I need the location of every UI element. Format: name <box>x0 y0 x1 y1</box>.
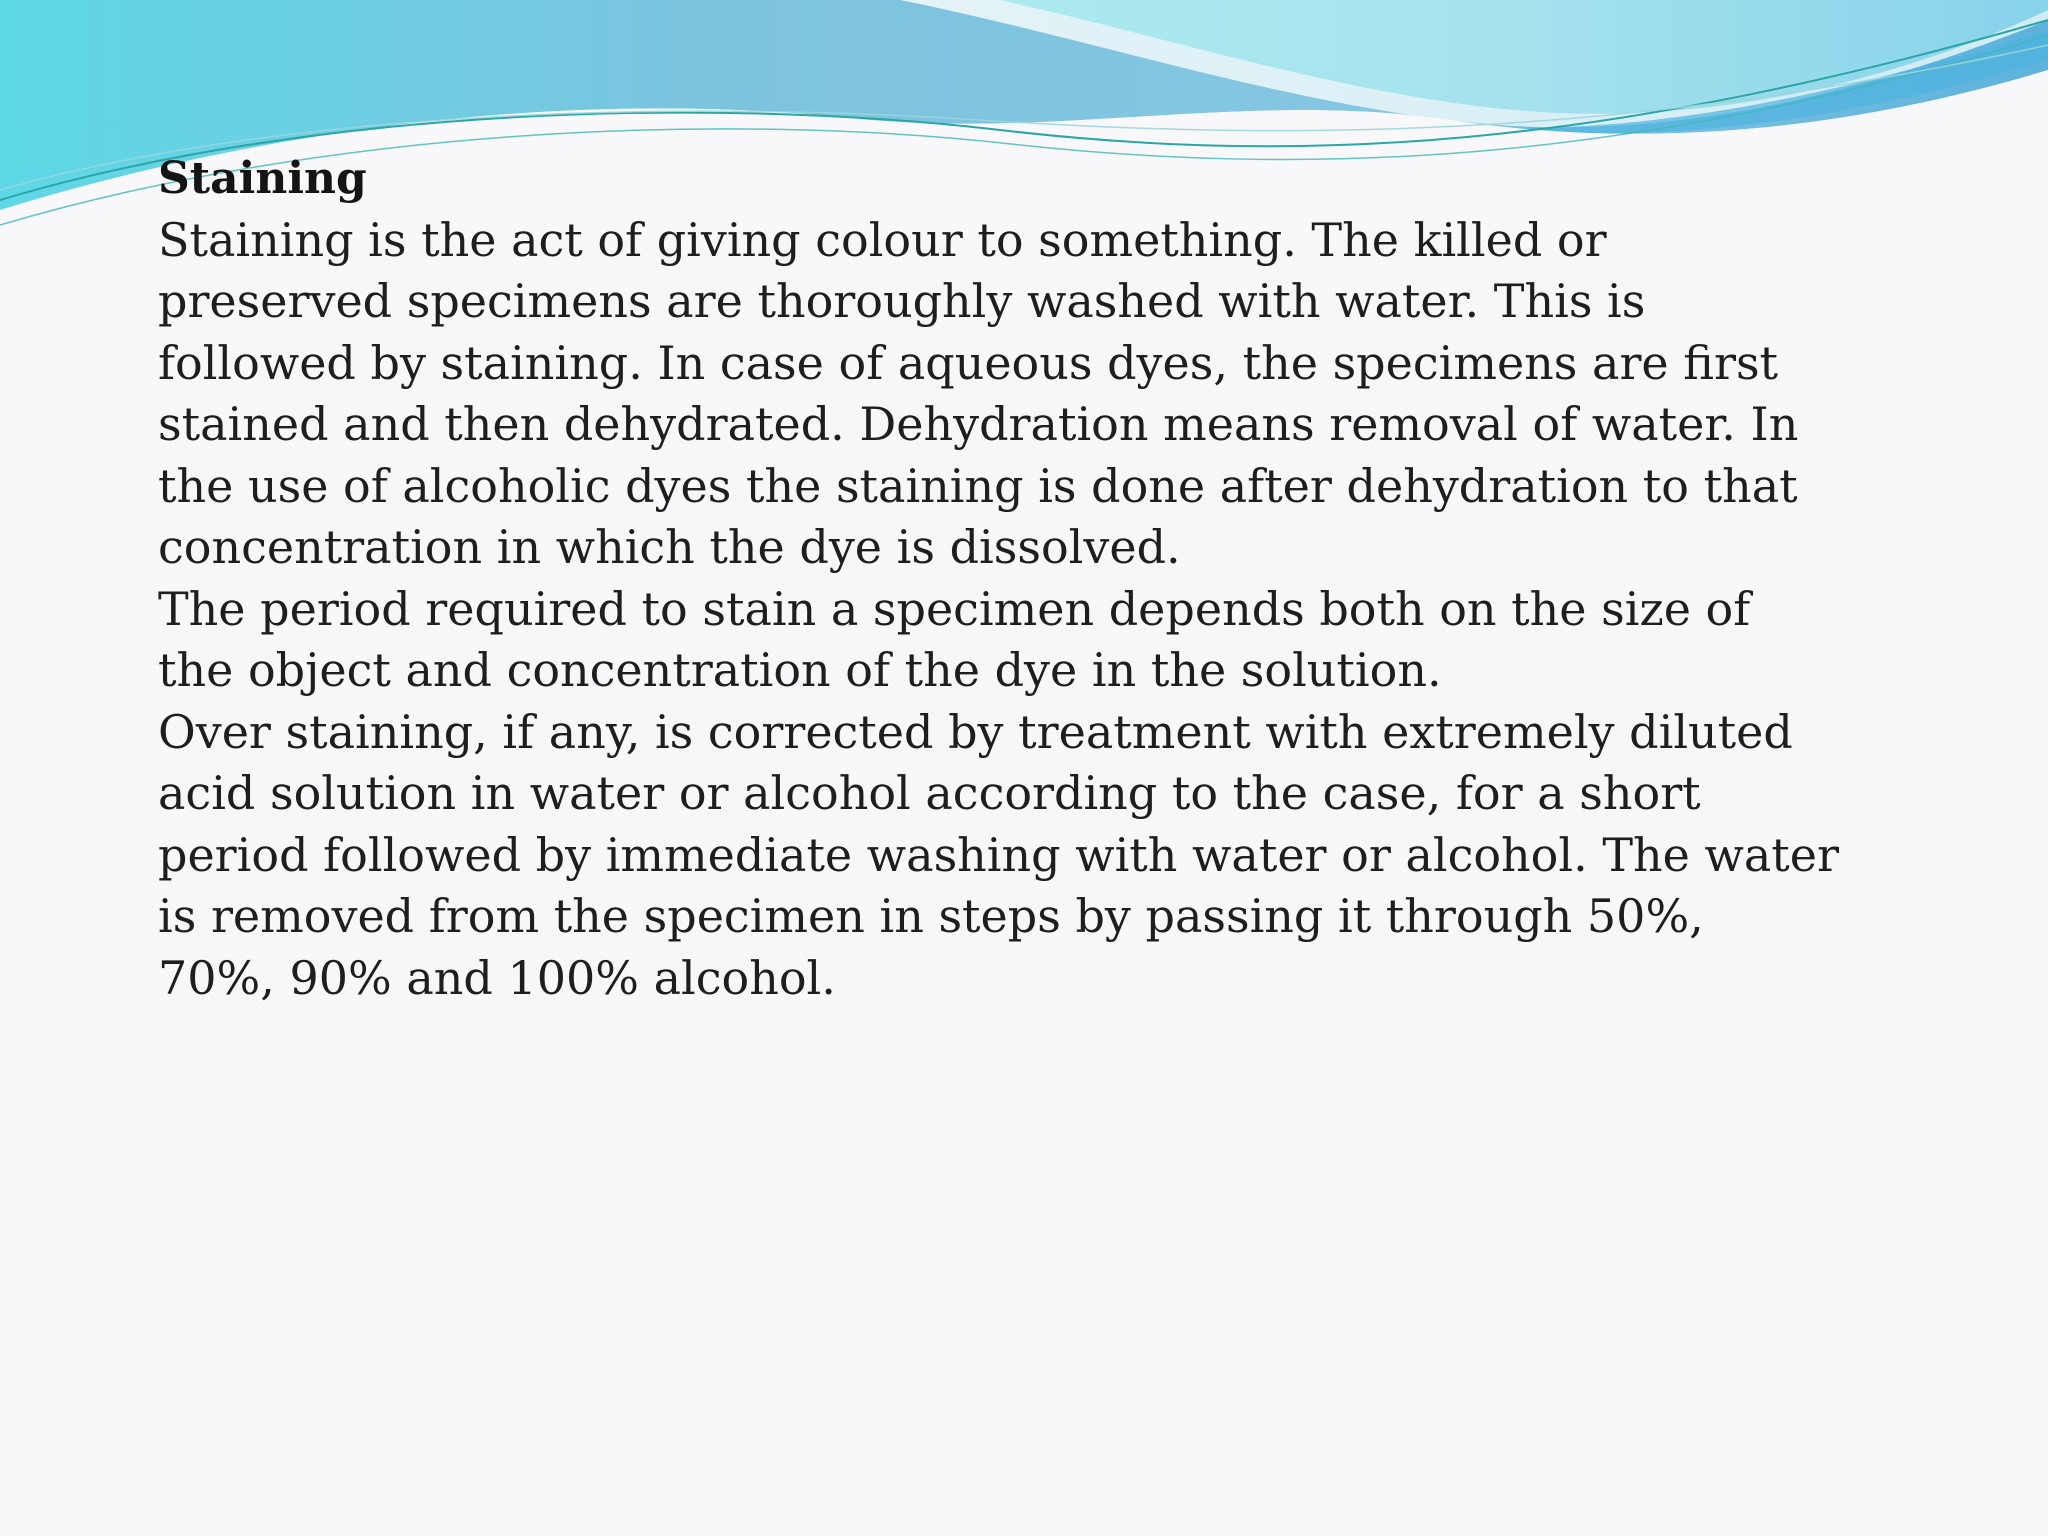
paragraph-staining-period: The period required to stain a specimen depends both on the size of the object and concentration of the dye in the solution. <box>158 581 1751 697</box>
slide-content <box>158 148 1958 1009</box>
slide-heading: Staining <box>158 153 367 204</box>
paragraph-over-staining: Over staining, if any, is corrected by treatment with extremely diluted acid solution in water or alcohol according to the case, for a short period followed by immediate washing with water or alcohol. The water is removed from the specimen in steps by passing it through 50%, 70%, 90% and 100% alcohol. <box>158 704 1839 1005</box>
paragraph-staining-definition: Staining is the act of giving colour to something. The killed or preserved specimens are thoroughly washed with water. This is followed by staining. In case of aqueous dyes, the specimens are first stained and then dehydrated. Dehydration means removal of water. In the use of alcoholic dyes the staining is done after dehydration to that concentration in which the dye is dissolved. <box>158 212 1799 574</box>
